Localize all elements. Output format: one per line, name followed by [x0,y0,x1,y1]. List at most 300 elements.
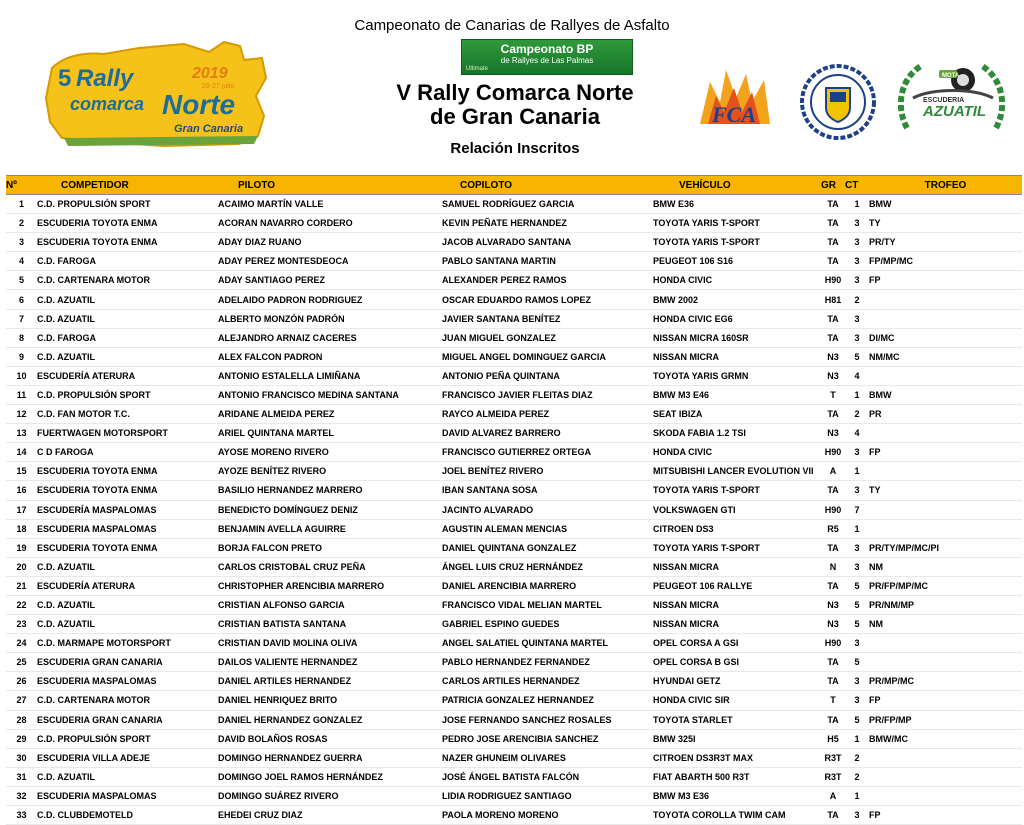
entry-trofeo: FP [869,695,881,706]
entry-number: 2 [18,218,24,229]
entry-ct: 1 [854,199,860,210]
entry-ct: 3 [854,237,860,248]
entry-trofeo: PR/TY/MP/MC/PI [869,542,940,553]
entry-copiloto: JAVIER SANTANA BENÍTEZ [442,313,561,324]
column-header-vehiculo: VEHÍCULO [653,176,821,195]
entry-copiloto: OSCAR EDUARDO RAMOS LOPEZ [442,294,592,305]
entry-ct: 3 [854,561,860,572]
entry-number: 16 [16,485,27,496]
entry-competidor: C.D. AZUATIL [37,619,95,630]
entry-number: 24 [16,638,27,649]
entry-vehiculo: BMW M3 E46 [653,389,710,400]
entry-ct: 3 [854,275,860,286]
entry-trofeo [869,519,1022,538]
entry-piloto: CARLOS CRISTOBAL CRUZ PEÑA [218,561,366,572]
entry-trofeo [869,366,1022,385]
entry-vehiculo: HONDA CIVIC [653,275,713,286]
entry-competidor: C.D. PROPULSIÓN SPORT [37,733,151,744]
entry-ct: 3 [854,810,860,821]
entry-gr: N3 [827,600,839,611]
entry-piloto: CRISTIAN ALFONSO GARCIA [218,600,345,611]
entry-ct: 5 [854,351,860,362]
entry-copiloto: LIDIA RODRIGUEZ SANTIAGO [442,790,572,801]
entry-ct: 3 [854,638,860,649]
entry-piloto: ADAY PEREZ MONTESDEOCA [218,256,349,267]
entry-vehiculo: BMW 2002 [653,294,699,305]
entry-vehiculo: BMW M3 E36 [653,790,710,801]
entry-ct: 1 [854,733,860,744]
entry-competidor: ESCUDERIA GRAN CANARIA [37,657,163,668]
rally-logo-dates: 26-27 julio [202,83,235,90]
entry-number: 30 [16,752,27,763]
entry-ct: 3 [854,218,860,229]
entry-piloto: BENJAMIN AVELLA AGUIRRE [218,523,346,534]
rally-logo-place: Gran Canaria [174,123,244,135]
table-row [6,462,1022,481]
entry-gr: H90 [824,447,842,458]
entry-copiloto: ÁNGEL LUIS CRUZ HERNÁNDEZ [442,561,583,572]
entry-competidor: ESCUDERÍA ATERURA [37,370,136,381]
table-row [6,195,1022,214]
entry-piloto: CRISTIAN DAVID MOLINA OLIVA [218,638,358,649]
entry-competidor: C.D. AZUATIL [37,600,95,611]
entry-ct: 2 [854,771,860,782]
rally-comarca-norte-logo [44,38,282,150]
entry-piloto: AYOSE MORENO RIVERO [218,447,329,458]
entry-gr: TA [827,676,839,687]
entry-ct: 2 [854,294,860,305]
event-title-line1: V Rally Comarca Norte [396,80,634,105]
entry-trofeo: PR/NM/MP [869,600,914,611]
table-row [6,405,1022,424]
entry-vehiculo: TOYOTA COROLLA TWIM CAM [653,810,786,821]
entry-piloto: DOMINGO HERNANDEZ GUERRA [218,752,363,763]
table-row [6,271,1022,290]
rally-logo-year: 2019 [192,65,228,82]
entry-copiloto: MIGUEL ANGEL DOMINGUEZ GARCIA [442,351,606,362]
entry-competidor: C.D. FAROGA [37,256,97,267]
entry-competidor: ESCUDERIA TOYOTA ENMA [37,218,158,229]
entry-number: 20 [16,561,27,572]
entry-competidor: C.D. AZUATIL [37,351,95,362]
entry-piloto: DANIEL ARTILES HERNANDEZ [218,676,352,687]
entry-ct: 3 [854,676,860,687]
entry-ct: 3 [854,695,860,706]
entry-piloto: ALBERTO MONZÓN PADRÓN [218,313,345,324]
entry-vehiculo: NISSAN MICRA [653,561,720,572]
table-row [6,576,1022,595]
azuatil-logo-top: MOTA [942,73,960,79]
entry-trofeo: TY [869,218,881,229]
bp-banner-subtitle: de Rallyes de Las Palmas [500,56,594,65]
entry-copiloto: IBAN SANTANA SOSA [442,485,538,496]
entry-gr: TA [827,810,839,821]
entry-ct: 1 [854,790,860,801]
entry-copiloto: ALEXANDER PEREZ RAMOS [442,275,567,286]
column-header-trofeo: TROFEO [869,176,1022,195]
entries-table [6,175,1022,825]
entry-competidor: C.D. AZUATIL [37,294,95,305]
entry-vehiculo: NISSAN MICRA [653,351,720,362]
entry-competidor: ESCUDERIA TOYOTA ENMA [37,485,158,496]
entry-gr: TA [827,256,839,267]
entry-gr: H81 [824,294,842,305]
entry-gr: N3 [827,351,839,362]
entry-trofeo: FP [869,810,881,821]
entry-gr: R3T [824,752,842,763]
entry-number: 15 [16,466,27,477]
entry-gr: TA [827,218,839,229]
entry-number: 7 [18,313,24,324]
entry-number: 26 [16,676,27,687]
table-row [6,672,1022,691]
table-row [6,347,1022,366]
entry-copiloto: KEVIN PEÑATE HERNANDEZ [442,218,567,229]
entry-gr: T [830,389,836,400]
column-header-competidor: COMPETIDOR [37,176,218,195]
entry-vehiculo: BMW E36 [653,199,695,210]
entry-number: 3 [18,237,24,248]
column-header-number: Nº [6,176,37,195]
entry-copiloto: ANGEL SALATIEL QUINTANA MARTEL [442,638,608,649]
table-row [6,424,1022,443]
entry-ct: 2 [854,409,860,420]
entry-number: 10 [16,370,27,381]
entry-copiloto: SAMUEL RODRÍGUEZ GARCIA [442,199,575,210]
entry-trofeo: PR/FP/MP/MC [869,580,929,591]
entry-ct: 4 [854,428,860,439]
entry-copiloto: JOSE FERNANDO SANCHEZ ROSALES [442,714,612,725]
entry-gr: TA [827,332,839,343]
table-row [6,500,1022,519]
table-row [6,385,1022,404]
entry-competidor: C.D. FAROGA [37,332,97,343]
entry-vehiculo: OPEL CORSA A GSI [653,638,739,649]
entry-trofeo: NM [869,561,883,572]
table-row [6,443,1022,462]
entry-vehiculo: SKODA FABIA 1.2 TSI [653,428,746,439]
entry-competidor: ESCUDERIA VILLA ADEJE [37,752,151,763]
entry-trofeo [869,634,1022,653]
table-row [6,748,1022,767]
fca-logo-text: FCA [712,102,757,127]
entry-vehiculo: BMW 325I [653,733,696,744]
table-row [6,595,1022,614]
entry-piloto: ANTONIO ESTALELLA LIMIÑANA [218,370,361,381]
entry-vehiculo: TOYOTA YARIS T-SPORT [653,485,760,496]
entry-trofeo [869,748,1022,767]
entry-competidor: FUERTWAGEN MOTORSPORT [37,428,168,439]
entry-vehiculo: HONDA CIVIC [653,447,713,458]
table-row [6,767,1022,786]
entry-number: 33 [16,810,27,821]
federacion-automovilismo-las-palmas-logo [798,62,878,142]
entry-vehiculo: CITROEN DS3 [653,523,714,534]
entry-number: 21 [16,580,27,591]
rally-logo-rally: Rally [76,65,134,92]
escuderia-azuatil-logo [893,58,1010,138]
entry-trofeo: NM/MC [869,351,900,362]
entry-trofeo: PR/MP/MC [869,676,914,687]
entry-number: 29 [16,733,27,744]
entry-piloto: DANIEL HENRIQUEZ BRITO [218,695,338,706]
entry-competidor: ESCUDERIA MASPALOMAS [37,523,157,534]
entry-piloto: ACAIMO MARTÍN VALLE [218,199,324,210]
entry-number: 6 [18,294,24,305]
column-header-gr: GR [821,176,845,195]
entry-gr: TA [827,580,839,591]
entry-number: 13 [16,428,27,439]
entry-ct: 4 [854,370,860,381]
entry-piloto: EHEDEI CRUZ DIAZ [218,810,303,821]
entry-copiloto: FRANCISCO GUTIERREZ ORTEGA [442,447,592,458]
entry-piloto: ALEJANDRO ARNAIZ CACERES [218,332,357,343]
entry-gr: TA [827,542,839,553]
entry-piloto: DAVID BOLAÑOS ROSAS [218,733,328,744]
rally-logo-comarca: comarca [70,94,145,114]
entry-number: 25 [16,657,27,668]
entry-gr: N [829,561,837,572]
entries-table-body [6,195,1022,825]
entry-vehiculo: TOYOTA YARIS T-SPORT [653,237,760,248]
entry-trofeo: FP [869,275,881,286]
table-row [6,634,1022,653]
table-row [6,214,1022,233]
entry-competidor: C.D. AZUATIL [37,771,95,782]
entry-vehiculo: TOYOTA YARIS GRMN [653,370,749,381]
entry-vehiculo: PEUGEOT 106 S16 [653,256,734,267]
entry-competidor: ESCUDERIA MASPALOMAS [37,676,157,687]
entry-competidor: ESCUDERIA TOYOTA ENMA [37,542,158,553]
entry-vehiculo: NISSAN MICRA [653,600,720,611]
entry-trofeo: BMW [869,389,892,400]
entry-competidor: ESCUDERÍA MASPALOMAS [37,504,157,515]
entry-copiloto: PEDRO JOSE ARENCIBIA SANCHEZ [442,733,599,744]
entry-ct: 3 [854,485,860,496]
entry-vehiculo: OPEL CORSA B GSI [653,657,740,668]
entry-number: 27 [16,695,27,706]
entry-gr: N3 [827,619,839,630]
table-row [6,615,1022,634]
entry-trofeo [869,786,1022,805]
entry-piloto: ACORAN NAVARRO CORDERO [218,218,353,229]
table-row [6,557,1022,576]
entry-copiloto: DAVID ALVAREZ BARRERO [442,428,561,439]
entry-vehiculo: SEAT IBIZA [653,409,703,420]
entry-piloto: DOMINGO JOEL RAMOS HERNÁNDEZ [218,771,383,782]
entry-ct: 7 [854,504,860,515]
entry-gr: T [830,695,836,706]
entry-number: 12 [16,409,27,420]
entry-ct: 5 [854,600,860,611]
azuatil-logo-word: ESCUDERIA [923,97,965,104]
entry-competidor: C.D. MARMAPE MOTORSPORT [37,638,171,649]
entry-competidor: C.D. CARTENARA MOTOR [37,695,150,706]
event-title [330,81,700,129]
entry-competidor: C.D. CARTENARA MOTOR [37,275,150,286]
entry-piloto: ALEX FALCON PADRON [218,351,323,362]
table-row [6,233,1022,252]
entry-number: 28 [16,714,27,725]
entry-piloto: CRISTIAN BATISTA SANTANA [218,619,347,630]
entry-trofeo [869,767,1022,786]
rally-logo-norte: Norte [162,89,236,120]
table-row [6,786,1022,805]
entry-copiloto: JACINTO ALVARADO [442,504,534,515]
entry-ct: 5 [854,657,860,668]
entry-gr: TA [827,657,839,668]
entry-trofeo [869,309,1022,328]
entry-copiloto: NAZER GHUNEIM OLIVARES [442,752,566,763]
entry-vehiculo: FIAT ABARTH 500 R3T [653,771,750,782]
entry-copiloto: DANIEL ARENCIBIA MARRERO [442,580,577,591]
entry-number: 31 [16,771,27,782]
entry-trofeo: NM [869,619,883,630]
entry-piloto: BENEDICTO DOMÍNGUEZ DENIZ [218,504,358,515]
table-row [6,290,1022,309]
entry-gr: TA [827,237,839,248]
entry-competidor: C.D. CLUBDEMOTELD [37,810,133,821]
entry-piloto: ARIDANE ALMEIDA PEREZ [218,409,335,420]
entry-trofeo: PR/TY [869,237,896,248]
entry-piloto: BORJA FALCON PRETO [218,542,323,553]
entry-trofeo: FP/MP/MC [869,256,913,267]
entry-trofeo: PR/FP/MP [869,714,912,725]
entry-competidor: C.D. PROPULSIÓN SPORT [37,199,151,210]
bp-banner-ultimate: Ultimate [466,66,489,72]
entry-gr: H90 [824,638,842,649]
fca-federation-logo [690,62,780,132]
entry-vehiculo: TOYOTA STARLET [653,714,733,725]
entry-number: 8 [18,332,24,343]
entry-vehiculo: NISSAN MICRA 160SR [653,332,749,343]
table-row [6,691,1022,710]
entry-gr: TA [827,199,839,210]
page-subtitle: Relación Inscritos [450,140,580,157]
championship-title: Campeonato de Canarias de Rallyes de Asfalto [354,17,670,34]
entry-trofeo [869,290,1022,309]
entry-number: 4 [18,256,24,267]
entry-gr: H90 [824,275,842,286]
entry-gr: TA [827,714,839,725]
entry-piloto: CHRISTOPHER ARENCIBIA MARRERO [218,580,385,591]
entry-ct: 3 [854,332,860,343]
entry-ct: 3 [854,313,860,324]
entry-gr: A [829,790,837,801]
column-header-ct: CT [845,176,869,195]
entry-trofeo [869,462,1022,481]
entry-vehiculo: CITROEN DS3R3T MAX [653,752,754,763]
entry-copiloto: JUAN MIGUEL GONZALEZ [442,332,556,343]
table-row [6,309,1022,328]
entry-ct: 3 [854,256,860,267]
entry-piloto: ADELAIDO PADRON RODRIGUEZ [218,294,363,305]
table-row [6,710,1022,729]
entry-piloto: ADAY DIAZ RUANO [218,237,302,248]
entry-ct: 3 [854,542,860,553]
entry-gr: H5 [827,733,839,744]
entry-copiloto: CARLOS ARTILES HERNANDEZ [442,676,580,687]
table-row [6,328,1022,347]
entry-piloto: AYOZE BENÍTEZ RIVERO [218,466,327,477]
bp-banner-title: Campeonato BP [500,42,594,56]
entry-vehiculo: HONDA CIVIC SIR [653,695,730,706]
entry-gr: N3 [827,370,839,381]
entry-vehiculo: PEUGEOT 106 RALLYE [653,580,753,591]
entry-copiloto: AGUSTIN ALEMAN MENCIAS [442,523,568,534]
entry-copiloto: RAYCO ALMEIDA PEREZ [442,409,550,420]
entry-competidor: C.D. FAN MOTOR T.C. [37,409,130,420]
entry-vehiculo: HONDA CIVIC EG6 [653,313,733,324]
entry-ct: 2 [854,752,860,763]
entry-number: 19 [16,542,27,553]
entry-ct: 5 [854,714,860,725]
entry-trofeo [869,424,1022,443]
entry-trofeo: PR [869,409,882,420]
column-header-copiloto: COPILOTO [442,176,653,195]
entry-gr: TA [827,313,839,324]
entry-piloto: BASILIO HERNANDEZ MARRERO [218,485,363,496]
entry-copiloto: DANIEL QUINTANA GONZALEZ [442,542,577,553]
table-row [6,653,1022,672]
entry-copiloto: FRANCISCO JAVIER FLEITAS DIAZ [442,389,593,400]
entry-trofeo: BMW/MC [869,733,908,744]
entry-competidor: C.D. PROPULSIÓN SPORT [37,389,151,400]
entry-gr: N3 [827,428,839,439]
entry-competidor: C.D. AZUATIL [37,561,95,572]
entry-ct: 1 [854,466,860,477]
entry-vehiculo: NISSAN MICRA [653,619,720,630]
entry-gr: R5 [827,523,839,534]
event-title-line2: de Gran Canaria [430,104,600,129]
entry-piloto: ADAY SANTIAGO PEREZ [218,275,326,286]
table-row [6,481,1022,500]
entry-copiloto: JOSÉ ÁNGEL BATISTA FALCÓN [442,771,580,782]
entry-gr: H90 [824,504,842,515]
entry-copiloto: PABLO SANTANA MARTIN [442,256,556,267]
entry-number: 22 [16,600,27,611]
entry-number: 9 [18,351,24,362]
entry-vehiculo: VOLKSWAGEN GTI [653,504,736,515]
entry-vehiculo: TOYOTA YARIS T-SPORT [653,218,760,229]
entry-ct: 1 [854,389,860,400]
entry-gr: TA [827,409,839,420]
entry-number: 11 [16,389,27,400]
entry-gr: R3T [824,771,842,782]
entry-number: 1 [18,199,24,210]
entry-copiloto: JACOB ALVARADO SANTANA [442,237,572,248]
entry-ct: 5 [854,580,860,591]
entry-vehiculo: TOYOTA YARIS T-SPORT [653,542,760,553]
table-row [6,806,1022,825]
table-row [6,519,1022,538]
bp-championship-banner [461,39,633,75]
entry-competidor: C.D. AZUATIL [37,313,95,324]
entry-vehiculo: HYUNDAI GETZ [653,676,721,687]
entry-number: 5 [18,275,24,286]
column-header-piloto: PILOTO [218,176,442,195]
entry-trofeo [869,500,1022,519]
table-row [6,252,1022,271]
entry-competidor: ESCUDERIA TOYOTA ENMA [37,466,158,477]
entry-copiloto: PABLO HERNANDEZ FERNANDEZ [442,657,590,668]
entry-number: 18 [16,523,27,534]
entry-trofeo: BMW [869,199,892,210]
entry-number: 32 [16,790,27,801]
entry-gr: A [829,466,837,477]
entry-competidor: ESCUDERIA TOYOTA ENMA [37,237,158,248]
entry-copiloto: PATRICIA GONZALEZ HERNANDEZ [442,695,594,706]
